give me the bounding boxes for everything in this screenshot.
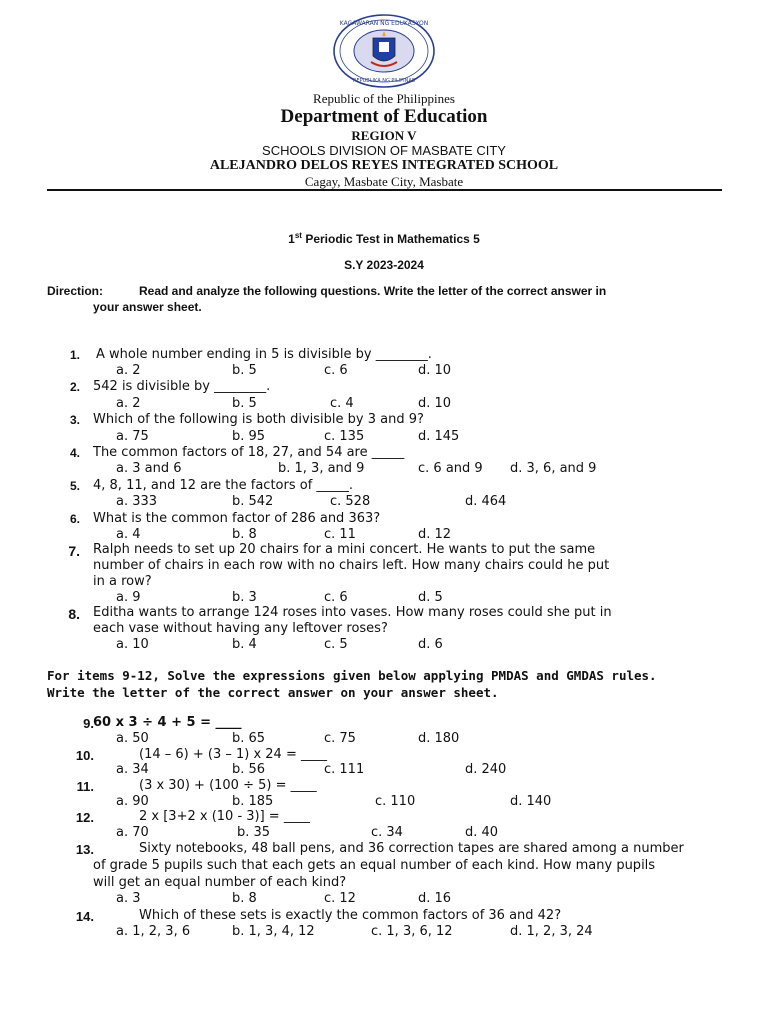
question-text: 2 x [3+2 x (10 - 3)] = ____ [139, 809, 310, 824]
region-line: REGION V [351, 128, 417, 143]
division-line: SCHOOLS DIVISION OF MASBATE CITY [262, 143, 506, 158]
question-text-line: in a row? [93, 574, 152, 589]
question-number: 10. [75, 748, 94, 763]
answer-choice: b. 5 [232, 363, 257, 378]
question-number: 2. [69, 380, 80, 394]
question-number: 5. [69, 479, 80, 493]
school-name: ALEJANDRO DELOS REYES INTEGRATED SCHOOL [209, 158, 559, 173]
question-text-line: number of chairs in each row with no chairs left. How many chairs could he put [93, 558, 610, 573]
answer-choice: d. 10 [418, 363, 452, 378]
direction-text: Read and analyze the following questions. Write the letter of the correct answer in [139, 284, 607, 298]
answer-choice: a. 75 [116, 429, 149, 444]
answer-choice: b. 65 [232, 731, 266, 746]
answer-choice: c. 34 [371, 825, 403, 840]
school-year: S.Y 2023-2024 [344, 258, 424, 272]
answer-choice: d. 12 [418, 527, 452, 542]
answer-choice: d. 464 [465, 494, 507, 509]
answer-choice: c. 5 [324, 637, 348, 652]
answer-choice: b. 35 [237, 825, 271, 840]
answer-choice: b. 5 [232, 396, 257, 411]
answer-choice: b. 1, 3, 4, 12 [232, 924, 315, 939]
question-number: 8. [68, 606, 80, 622]
answer-choice: c. 6 [324, 590, 348, 605]
question-text: A whole number ending in 5 is divisible by ________. [96, 347, 432, 362]
answer-choice: c. 1, 3, 6, 12 [371, 924, 453, 939]
question-number: 7. [68, 543, 80, 559]
question-number: 14. [75, 909, 94, 924]
question-text: What is the common factor of 286 and 363? [93, 511, 381, 526]
answer-choice: b. 8 [232, 891, 257, 906]
instruction-line-2: Write the letter of the correct answer on your answer sheet. [47, 685, 499, 700]
answer-choice: c. 75 [324, 731, 356, 746]
deped-seal [333, 14, 435, 88]
question-text: 4, 8, 11, and 12 are the factors of _____. [93, 478, 354, 493]
answer-choice: c. 135 [324, 429, 365, 444]
question-number: 3. [69, 413, 80, 427]
answer-choice: d. 10 [418, 396, 452, 411]
answer-choice: d. 3, 6, and 9 [510, 461, 597, 476]
question-number: 12. [75, 810, 94, 825]
answer-choice: c. 528 [330, 494, 371, 509]
answer-choice: d. 6 [418, 637, 443, 652]
answer-choice: b. 3 [232, 590, 257, 605]
question-text: 60 x 3 ÷ 4 + 5 = ____ [93, 715, 242, 730]
question-text-line: each vase without having any leftover roses? [93, 621, 388, 636]
answer-choice: b. 4 [232, 637, 257, 652]
question-text: (3 x 30) + (100 ÷ 5) = ____ [139, 778, 317, 793]
department-title: Department of Education [280, 106, 488, 127]
question-number: 4. [69, 446, 80, 460]
answer-choice: a. 1, 2, 3, 6 [116, 924, 191, 939]
answer-choice: b. 542 [232, 494, 274, 509]
question-text: Which of these sets is exactly the common factors of 36 and 42? [139, 908, 562, 923]
answer-choice: d. 140 [510, 794, 552, 809]
answer-choice: c. 4 [330, 396, 354, 411]
question-text: Which of the following is both divisible by 3 and 9? [93, 412, 424, 427]
svg-text:REPUBLIKA NG PILIPINAS: REPUBLIKA NG PILIPINAS [353, 78, 415, 84]
answer-choice: c. 6 [324, 363, 348, 378]
instruction-line-1: For items 9-12, Solve the expressions given below applying PMDAS and GMDAS rules. [47, 668, 657, 683]
question-text-line: of grade 5 pupils such that each gets an equal number of each kind. How many pupils [93, 858, 656, 873]
question-text-line: will get an equal number of each kind? [93, 875, 347, 890]
svg-text:KAGAWARAN NG EDUKASYON: KAGAWARAN NG EDUKASYON [339, 20, 429, 27]
answer-choice: c. 6 and 9 [418, 461, 483, 476]
answer-choice: b. 8 [232, 527, 257, 542]
answer-choice: a. 4 [116, 527, 141, 542]
direction-label: Direction: [47, 284, 104, 298]
question-text-line: Editha wants to arrange 124 roses into vases. How many roses could she put in [93, 605, 612, 620]
question-text: (14 – 6) + (3 – 1) x 24 = ____ [139, 747, 327, 762]
republic-line: Republic of the Philippines [313, 91, 455, 106]
answer-choice: d. 180 [418, 731, 460, 746]
answer-choice: b. 185 [232, 794, 274, 809]
answer-choice: a. 3 [116, 891, 141, 906]
answer-choice: a. 10 [116, 637, 149, 652]
answer-choice: a. 50 [116, 731, 149, 746]
school-address: Cagay, Masbate City, Masbate [304, 174, 464, 189]
answer-choice: a. 2 [116, 396, 141, 411]
question-text: The common factors of 18, 27, and 54 are _____ [93, 445, 405, 460]
answer-choice: c. 110 [375, 794, 416, 809]
answer-choice: d. 5 [418, 590, 443, 605]
header-divider [47, 189, 722, 191]
question-text: 542 is divisible by ________. [93, 379, 271, 394]
answer-choice: a. 34 [116, 762, 149, 777]
question-number: 9. [83, 716, 94, 731]
answer-choice: a. 3 and 6 [116, 461, 182, 476]
question-number: 6. [69, 512, 80, 526]
answer-choice: b. 95 [232, 429, 266, 444]
answer-choice: d. 40 [465, 825, 499, 840]
test-title: 1st Periodic Test in Mathematics 5 [288, 231, 480, 246]
answer-choice: c. 111 [324, 762, 365, 777]
answer-choice: c. 11 [324, 527, 356, 542]
answer-choice: d. 145 [418, 429, 460, 444]
answer-choice: a. 9 [116, 590, 141, 605]
answer-choice: c. 12 [324, 891, 356, 906]
answer-choice: a. 70 [116, 825, 149, 840]
question-text-line: Ralph needs to set up 20 chairs for a mini concert. He wants to put the same [93, 542, 596, 557]
answer-choice: d. 1, 2, 3, 24 [510, 924, 593, 939]
answer-choice: b. 56 [232, 762, 266, 777]
answer-choice: a. 333 [116, 494, 158, 509]
answer-choice: d. 16 [418, 891, 452, 906]
question-number: 11. [76, 779, 94, 794]
question-number: 13. [75, 842, 94, 857]
answer-choice: a. 90 [116, 794, 149, 809]
question-number: 1. [69, 348, 80, 362]
answer-choice: a. 2 [116, 363, 141, 378]
answer-choice: b. 1, 3, and 9 [278, 461, 365, 476]
question-text-line: Sixty notebooks, 48 ball pens, and 36 correction tapes are shared among a number [139, 841, 684, 856]
direction-text-cont: your answer sheet. [93, 300, 202, 314]
answer-choice: d. 240 [465, 762, 507, 777]
